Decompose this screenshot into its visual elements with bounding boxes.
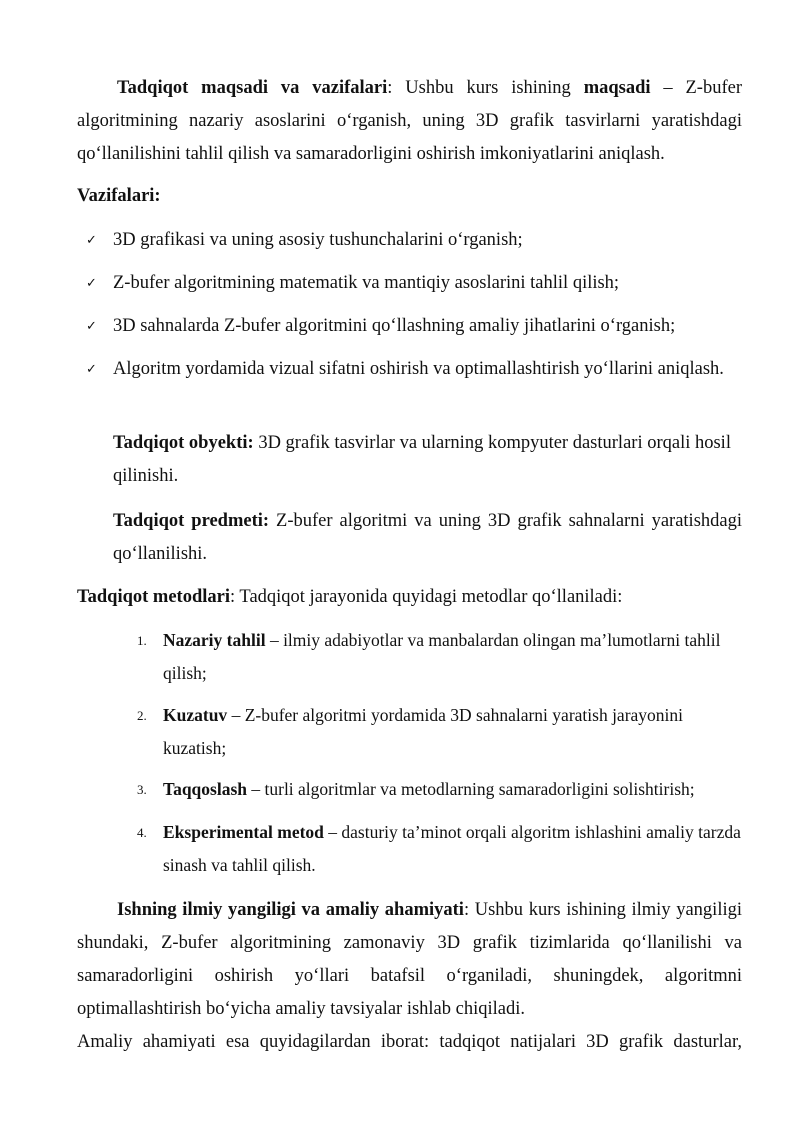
task-text: 3D grafikasi va uning asosiy tushunchalarini o‘rganish; bbox=[113, 230, 523, 250]
item-number: 1. bbox=[137, 633, 147, 648]
method-text: – turli algoritmlar va metodlarning samaradorligini solishtirish; bbox=[247, 779, 695, 799]
method-term: Nazariy tahlil bbox=[163, 630, 266, 650]
task-text: Algoritm yordamida vizual sifatni oshirish va optimallashtirish yo‘llarini aniqlash. bbox=[113, 359, 724, 379]
novelty-paragraph bbox=[77, 894, 742, 1026]
object-paragraph bbox=[113, 427, 742, 493]
item-number: 2. bbox=[137, 708, 147, 723]
method-term: Eksperimental metod bbox=[163, 822, 324, 842]
novelty-text: : Ushbu kurs ishining ilmiy yangiligi shundaki, Z-bufer algoritmining zamonaviy 3D grafik tizimlarida qo‘llanilishi va samaradorligini oshirish yo‘llari batafsil o‘rganiladi, shuningdek, algoritmni optimallashtirish bo‘yicha amaliy tavsiyalar ishlab chiqiladi. bbox=[77, 900, 742, 1019]
check-icon: ✓ bbox=[86, 233, 97, 248]
list-item bbox=[86, 267, 742, 300]
list-item bbox=[86, 353, 742, 386]
check-icon: ✓ bbox=[86, 362, 97, 377]
check-icon: ✓ bbox=[86, 319, 97, 334]
method-text: – dasturiy ta’minot orqali algoritm ishlashini amaliy tarzda sinash va tahlil qilish. bbox=[163, 822, 741, 875]
method-term: Kuzatuv bbox=[163, 705, 228, 725]
item-number: 4. bbox=[137, 825, 147, 840]
check-icon: ✓ bbox=[86, 276, 97, 291]
method-text: – Z-bufer algoritmi yordamida 3D sahnalarni yaratish jarayonini kuzatish; bbox=[163, 705, 684, 758]
list-item bbox=[86, 224, 742, 257]
aim-text: – Z-bufer algoritmining nazariy asoslarini o‘rganish, uning 3D grafik tasvirlarni yaratishdagi qo‘llanilishini tahlil qilish va samaradorligini oshirish imkoniyatlarini aniqlash. bbox=[77, 78, 743, 164]
methods-text: : Tadqiqot jarayonida quyidagi metodlar qo‘llaniladi: bbox=[230, 587, 623, 607]
list-item bbox=[86, 310, 742, 343]
subject-text: Z-bufer algoritmi va uning 3D grafik sahnalarni yaratishdagi qo‘llanilishi. bbox=[113, 511, 743, 564]
subject-paragraph bbox=[113, 505, 742, 571]
tasks-heading-text: Vazifalari: bbox=[77, 186, 161, 206]
aim-label: Tadqiqot maqsadi va vazifalari bbox=[117, 78, 388, 98]
aim-colon-text: : Ushbu kurs ishining bbox=[387, 78, 584, 98]
novelty-text-2: Amaliy ahamiyati esa quyidagilardan iborat: tadqiqot natijalari 3D grafik dasturlar, bbox=[77, 1032, 742, 1052]
aim-paragraph bbox=[77, 72, 742, 171]
object-text: 3D grafik tasvirlar va ularning kompyuter dasturlari orqali hosil qilinishi. bbox=[113, 433, 731, 486]
task-text: Z-bufer algoritmining matematik va mantiqiy asoslarini tahlil qilish; bbox=[113, 273, 620, 293]
aim-keyword: maqsadi bbox=[583, 78, 651, 98]
method-term: Taqqoslash bbox=[163, 779, 247, 799]
methods-paragraph bbox=[77, 581, 742, 614]
item-number: 3. bbox=[137, 782, 147, 797]
methods-label: Tadqiqot metodlari bbox=[77, 587, 230, 607]
novelty-paragraph-continued bbox=[77, 1026, 742, 1059]
method-text: – ilmiy adabiyotlar va manbalardan olingan ma’lumotlarni tahlil qilish; bbox=[163, 630, 721, 683]
object-label: Tadqiqot obyekti: bbox=[113, 433, 254, 453]
tasks-heading bbox=[77, 180, 742, 213]
task-text: 3D sahnalarda Z-bufer algoritmini qo‘llashning amaliy jihatlarini o‘rganish; bbox=[113, 316, 676, 336]
subject-label: Tadqiqot predmeti: bbox=[113, 511, 270, 531]
novelty-label: Ishning ilmiy yangiligi va amaliy ahamiyati bbox=[117, 900, 464, 920]
